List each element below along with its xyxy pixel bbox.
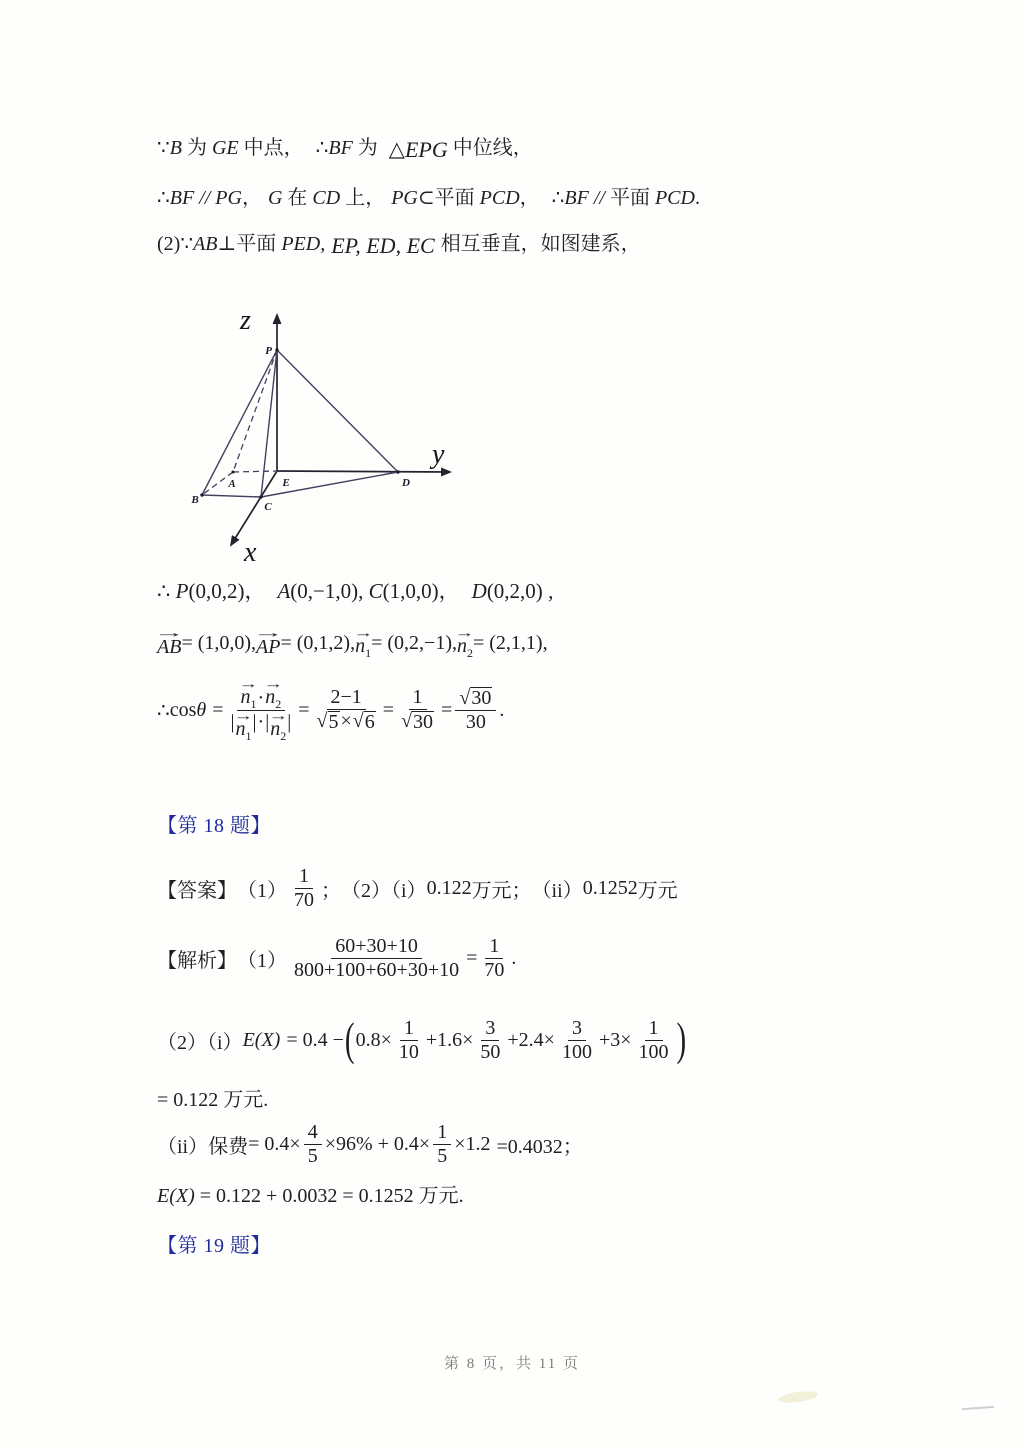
text-run: = (0,2,−1), <box>371 631 457 654</box>
text-run: BF <box>328 137 353 159</box>
edge-BC <box>202 495 261 497</box>
text-run: 在 <box>282 187 313 209</box>
radical-sign: √ <box>316 710 328 732</box>
y-axis-label: y <box>432 439 445 470</box>
text-run: CD <box>312 187 341 209</box>
cosine-equation-line <box>157 670 504 750</box>
text-run: . <box>694 187 700 209</box>
text-run: 相互垂直，如图建系， <box>440 233 641 255</box>
expectation-lhs: E(X) <box>242 1028 281 1051</box>
vector-arrow-icon: → <box>353 624 373 640</box>
question-18-heading: 【第 18 题】 <box>157 815 271 837</box>
text-run: 中位线， <box>447 137 533 159</box>
abs-bar: | <box>287 710 292 733</box>
abs-bar: | <box>265 710 270 733</box>
vertex-P <box>275 348 278 351</box>
vertex-D <box>396 470 399 473</box>
text-run: 万元. <box>218 1089 269 1111</box>
result-line-2 <box>157 1184 464 1209</box>
question-19-heading: 【第 19 题】 <box>157 1235 271 1257</box>
y-axis <box>277 471 450 472</box>
equals-sign: = <box>382 698 395 721</box>
open-paren: ( <box>344 1013 355 1066</box>
text-run: +1.6× <box>425 1028 474 1051</box>
text-run: EPG <box>404 137 448 162</box>
result-line-1 <box>157 1088 268 1113</box>
vector-n1: → $n_1$ <box>353 624 373 660</box>
equals-sign: = <box>441 698 453 721</box>
text-run: . <box>499 698 505 721</box>
theta-symbol: θ <box>196 698 207 721</box>
text-run: PED, <box>281 233 326 255</box>
text-run: ， <box>241 187 262 209</box>
vertex-A <box>232 471 235 474</box>
coordinate-diagram <box>180 293 480 576</box>
perp-symbol: ⊥ <box>217 233 237 255</box>
vector-arrow-icon: → <box>252 625 284 641</box>
vector-AP: → AP <box>252 625 284 658</box>
fraction-4-5: $\frac{4}{5}$ <box>304 1122 322 1167</box>
equals-sign: = <box>212 698 224 721</box>
expectation-lhs: E(X) <box>157 1185 195 1207</box>
z-axis-label: z <box>240 305 251 336</box>
point-label-P: P <box>265 345 272 357</box>
diagram-svg <box>180 293 480 571</box>
text-run: G <box>267 187 283 209</box>
text-run: (1,0,0) <box>382 579 439 603</box>
vector-n2: → $n_2$ <box>263 676 283 712</box>
solution-tag: 【解析】 <box>157 949 237 972</box>
fraction-3-50: $\frac{3}{50}$ <box>480 1016 501 1063</box>
text-run: 平面 <box>236 233 282 255</box>
text-run: 中点， <box>238 137 304 159</box>
text-run: ∵ <box>157 137 170 159</box>
text-run: PCD <box>654 187 695 209</box>
radical-sign: √ <box>352 710 364 732</box>
answer-value: 0.122 <box>426 876 472 899</box>
text-run: BF <box>564 187 589 209</box>
text-run: BF <box>169 187 195 209</box>
edge-PD <box>277 350 398 472</box>
text-run: (0,2,0) <box>486 579 543 603</box>
dot-operator: · <box>257 686 265 709</box>
text-run: （1） <box>237 879 287 902</box>
text-run: = 0.122 + 0.0032 = 0.1252 <box>194 1185 414 1207</box>
point-label-E: E <box>282 477 290 489</box>
edge-PB <box>202 350 277 495</box>
text-run: cos <box>169 698 197 721</box>
point-label-D: D <box>402 477 410 489</box>
dot-operator: · <box>257 710 265 733</box>
fraction-numeric: 2−1 √ 5 × √ 6 <box>316 686 375 733</box>
fraction-survey: $\frac{60+30+10}{800+100+60+30+10}$ <box>294 934 460 981</box>
text-run: ∴ <box>551 187 565 209</box>
vector-AB: → AB <box>153 625 185 658</box>
text-run: 平面 <box>609 187 655 209</box>
answer-line <box>157 862 678 914</box>
text-run: D <box>471 579 487 603</box>
proof-line-2 <box>157 186 700 211</box>
text-run: ∴ <box>157 699 170 722</box>
text-run: A <box>277 579 291 603</box>
text-run: ∴ <box>157 579 176 603</box>
text-run: = (2,1,1) <box>472 631 543 654</box>
vector-n1: → $n_1$ <box>233 707 254 743</box>
fraction-dot-product <box>227 676 296 743</box>
fraction-1-70: $\frac{1}{70}$ <box>484 934 505 981</box>
fraction-one-over-sqrt30: 1 √ 30 <box>401 686 434 733</box>
text-run: PG <box>215 187 242 209</box>
text-run: (2) <box>157 233 181 255</box>
text-run: . <box>511 946 517 969</box>
equals-sign: = <box>298 698 310 721</box>
text-run: ∴ <box>315 137 329 159</box>
vector-arrow-icon: → <box>233 707 254 723</box>
text-run: （2）（i） <box>341 879 427 902</box>
vector-n1: → $n_1$ <box>238 676 259 712</box>
text-run: = (1,0,0), <box>181 631 257 654</box>
text-run: 平面 <box>434 187 480 209</box>
radical-sign: √ <box>401 710 413 732</box>
text-run: B <box>169 137 182 159</box>
scan-artifact <box>777 1389 818 1404</box>
text-run: = (0,1,2), <box>280 631 356 654</box>
text-run: ×96% + 0.4× <box>324 1132 431 1155</box>
abs-bar: | <box>252 710 257 733</box>
vector-n2: → $n_2$ <box>455 624 475 660</box>
subset-symbol: ⊂ <box>417 187 435 209</box>
text-run: +3× <box>598 1028 632 1051</box>
text-run: ∵ <box>180 233 194 255</box>
point-label-C: C <box>264 501 272 513</box>
text-run: 为 <box>352 137 383 159</box>
vector-arrow-icon: → <box>268 707 288 723</box>
fraction-3-100: $\frac{3}{100}$ <box>561 1016 592 1063</box>
vector-arrow-icon: → <box>153 625 185 641</box>
text-run: PCD <box>479 187 520 209</box>
text-run: = 0.4 − <box>286 1028 344 1051</box>
equals-sign: = <box>466 946 478 969</box>
text-run: =0.4032； <box>496 1135 583 1158</box>
text-run: ×1.2 <box>454 1132 491 1155</box>
solution-line-1 <box>157 932 516 984</box>
text-run: 上， <box>340 187 386 209</box>
vector-arrow-icon: → <box>263 676 283 692</box>
text-run: // <box>194 187 216 209</box>
text-run: EP, ED, EC <box>331 233 435 258</box>
text-run: ， <box>519 187 540 209</box>
vector-arrow-icon: → <box>455 624 475 640</box>
vectors-line <box>153 624 548 662</box>
text-run: ， <box>438 579 460 603</box>
radical-sign: √ <box>459 687 471 709</box>
abs-bar: | <box>230 710 235 733</box>
text-run: = 0.122 <box>157 1089 219 1111</box>
text-run: , <box>542 579 554 603</box>
text-run: 0.8× <box>355 1028 392 1051</box>
text-run: （ii）保费 <box>157 1135 249 1158</box>
text-run: PG <box>391 187 418 209</box>
text-run: (0,0,2) <box>188 579 245 603</box>
vector-n2: → $n_2$ <box>268 707 288 743</box>
text-run: （ii） <box>531 879 583 902</box>
triangle-symbol: △ <box>388 137 405 161</box>
text-run: AB <box>193 233 218 255</box>
answer-value: 0.1252 <box>582 876 638 899</box>
x-axis-label: x <box>244 537 257 568</box>
text-run: C <box>368 579 383 603</box>
text-run: ； <box>321 879 341 902</box>
text-run: ∴ <box>157 187 170 209</box>
text-run: 万元； <box>471 879 532 902</box>
proof-line-3 <box>157 229 641 257</box>
text-run: , <box>358 579 369 603</box>
text-run: （2）（i） <box>157 1031 243 1054</box>
point-label-B: B <box>191 494 199 506</box>
fraction-1-70: $\frac{1}{70}$ <box>294 864 314 911</box>
point-label-A: A <box>228 478 236 490</box>
proof-line-1 <box>157 133 533 161</box>
fraction-sqrt30-over-30: √ 30 30 <box>455 687 496 733</box>
text-run: 万元 <box>637 879 678 902</box>
text-run: +2.4× <box>507 1028 555 1051</box>
premium-line <box>157 1118 583 1170</box>
close-paren: ) <box>676 1013 687 1066</box>
vertex-C <box>259 495 262 498</box>
edge-AE-dashed <box>233 471 277 472</box>
fraction-1-10: $\frac{1}{10}$ <box>398 1016 419 1063</box>
page-footer: 第 8 页，共 11 页 <box>444 1356 580 1372</box>
text-run: 万元. <box>413 1185 464 1207</box>
text-run: P <box>175 579 189 603</box>
text-run: （1） <box>237 949 287 972</box>
text-run: GE <box>211 137 239 159</box>
vector-arrow-icon: → <box>238 676 259 692</box>
text-run: ， <box>244 579 266 603</box>
vertex-B <box>200 493 203 496</box>
fraction-1-100: $\frac{1}{100}$ <box>638 1016 669 1063</box>
text-run: , <box>542 631 548 654</box>
expectation-line <box>157 1012 687 1068</box>
coordinates-line <box>157 578 553 604</box>
text-run: // <box>588 187 610 209</box>
text-run: = 0.4× <box>248 1132 301 1155</box>
text-run: (0,−1,0) <box>290 579 359 603</box>
scan-artifact <box>962 1406 994 1410</box>
text-run: 为 <box>181 137 212 159</box>
fraction-1-5: $\frac{1}{5}$ <box>433 1122 451 1167</box>
answer-tag: 【答案】 <box>157 879 237 902</box>
